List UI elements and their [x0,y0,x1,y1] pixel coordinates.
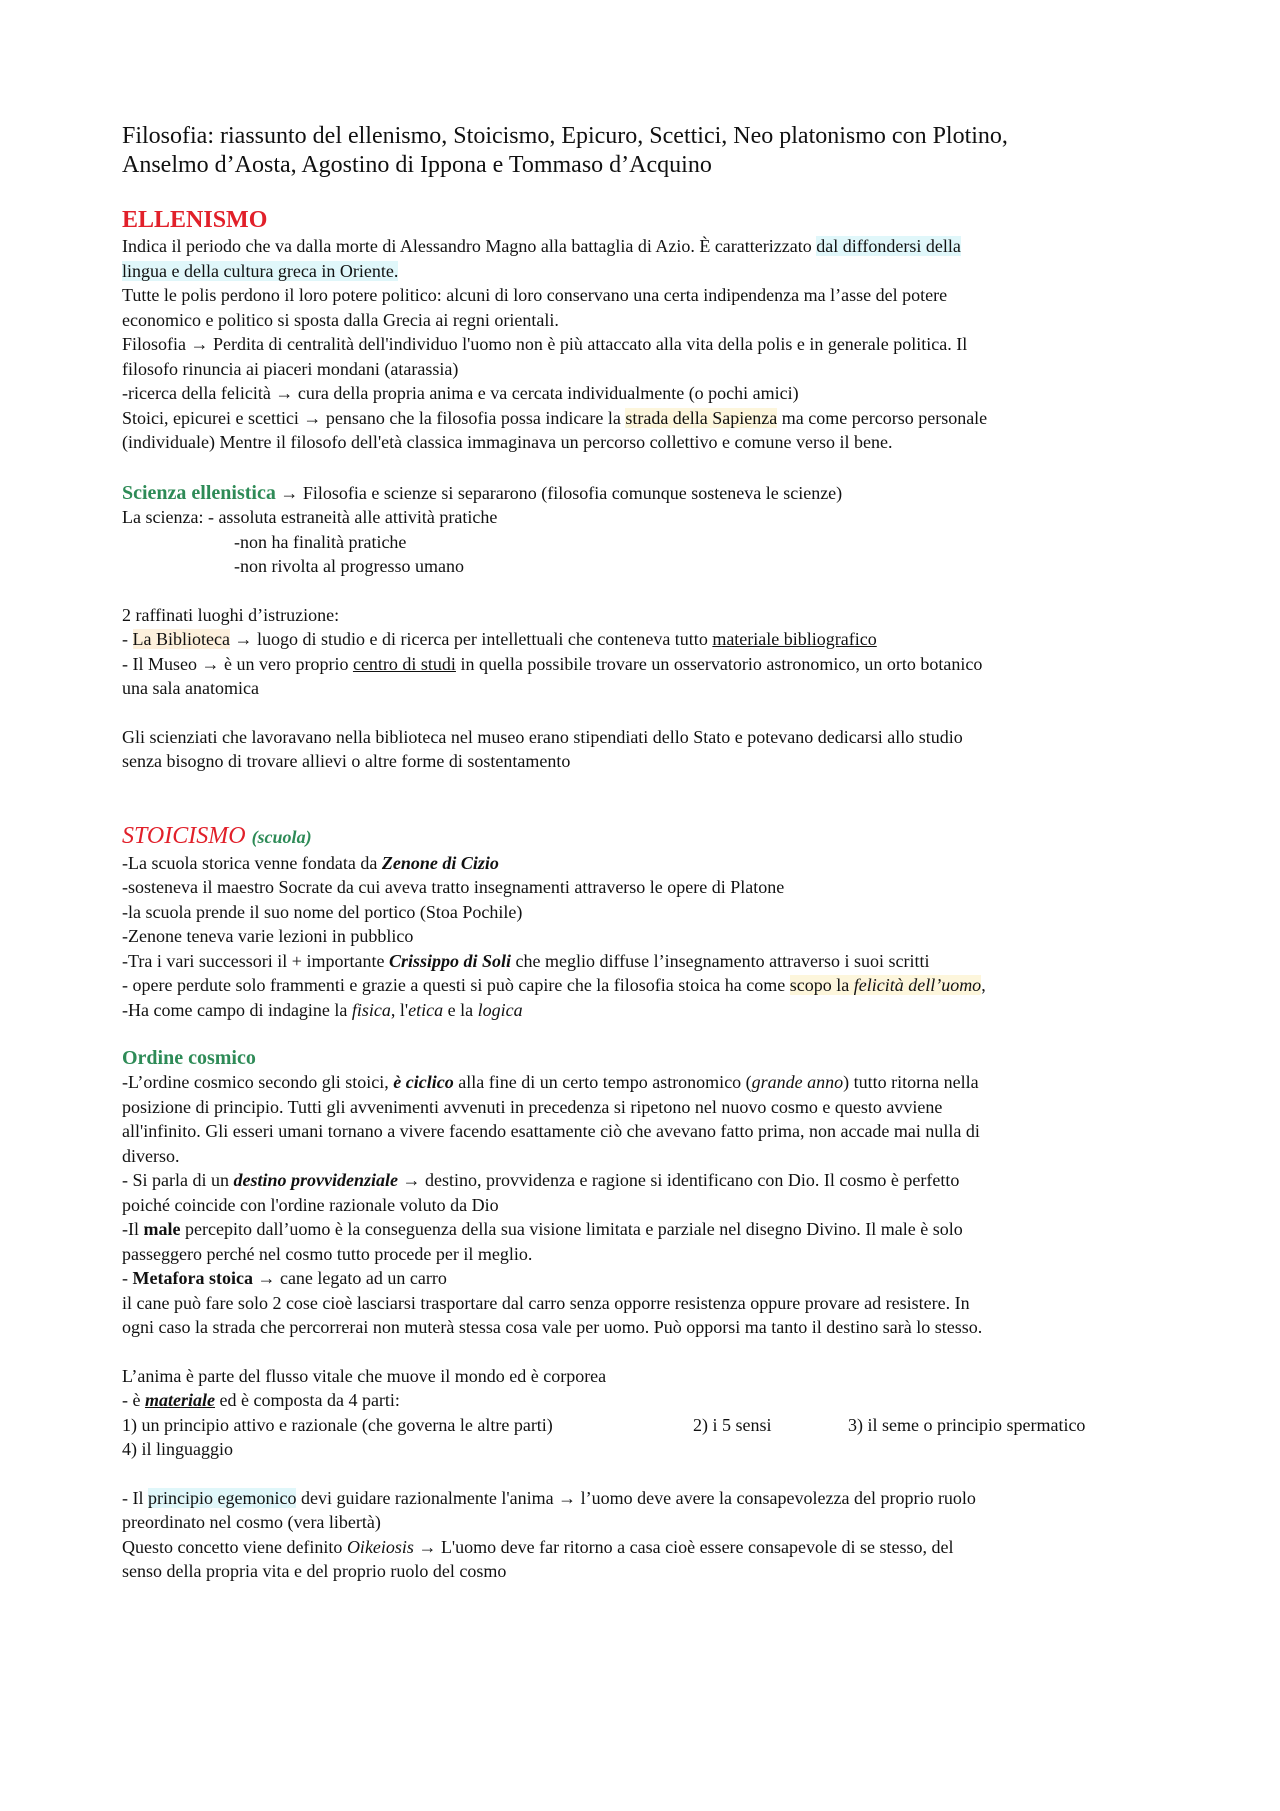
luoghi-intro: 2 raffinati luoghi d’istruzione: [122,604,340,625]
text-span: alla fine di un certo tempo astronomico ( [453,1072,752,1092]
text-span: - [122,629,133,649]
text-span: scopo la [789,975,854,995]
bold-italic-underlined-text: materiale [144,1390,215,1410]
text-span: , [981,975,986,995]
text-span: -Tra i vari successori il + importante [122,950,389,971]
museo-line [122,652,1160,677]
stoicismo-line-1 [122,851,1160,876]
anima-line-2 [122,1388,1160,1413]
text-span: , l' [390,999,409,1020]
ordine-line-10: il cane può fare solo 2 cose cioè lasciarsi trasportare dal carro senza opporre resistenza oppure provare ad resistere. In [122,1292,970,1313]
heading-ordine-cosmico: Ordine cosmico [122,1047,256,1069]
text-span: → cane legato ad un carro [252,1268,447,1288]
ordine-line-7 [122,1217,1160,1242]
text-span: - Il Museo → è un vero proprio [122,653,353,674]
heading-scienza-ellenistica: Scienza ellenistica [122,481,276,504]
ordine-line-2: posizione di principio. Tutti gli avvenimenti avvenuti in precedenza si ripetono nel nuovo cosmo e questo avviene [122,1096,943,1117]
ordine-line-6: poiché coincide con l'ordine razionale voluto da Dio [122,1194,499,1215]
text-span: percepito dall’uomo è la conseguenza della sua visione limitata e parziale nel disegno Divino. Il male è solo [180,1219,963,1239]
italic-text: grande anno [751,1072,844,1092]
ellenismo-paragraph-2: Tutte le polis perdono il loro potere politico: alcuni di loro conservano una certa indipendenza ma l’asse del potere [122,285,948,305]
ellenismo-paragraph-5 [122,406,1160,431]
ordine-line-9 [122,1266,1160,1291]
italic-text: Oikeiosis [346,1536,414,1557]
bold-italic-text: Zenone di Cizio [381,852,499,873]
scienza-line-3: -non rivolta al progresso umano [234,556,464,576]
anima-line-1: L’anima è parte del flusso vitale che muove il mondo ed è corporea [122,1365,607,1386]
bold-italic-text: è ciclico [393,1072,454,1092]
stoicismo-line-7 [122,998,1160,1023]
ellenismo-paragraph-3b: filosofo rinuncia ai piaceri mondani (atarassia) [122,358,459,379]
ellenismo-paragraph-1 [122,234,1160,259]
text-span: ma come percorso personale [777,407,988,428]
ellenismo-paragraph-1b [122,259,1160,284]
bold-text: male [143,1219,181,1239]
spacer [122,1340,1160,1364]
text-span: e la [443,999,478,1020]
ellenismo-paragraph-2b: economico e politico si sposta dalla Grecia ai regni orientali. [122,309,559,330]
stoicismo-line-3: -la scuola prende il suo nome del portico (Stoa Pochile) [122,901,523,922]
stoicismo-line-4: -Zenone teneva varie lezioni in pubblico [122,926,414,946]
spacer [122,1462,1160,1486]
highlight-cyan: dal diffondersi della [816,236,961,256]
anima-parts-row [122,1413,1160,1438]
spacer [122,455,1160,481]
italic-text: logica [477,999,523,1020]
italic-text: fisica [351,999,391,1020]
spacer [122,774,1160,822]
text-span: in quella possibile trovare un osservatorio astronomico, un orto botanico [455,653,983,674]
bold-italic-text: Crissippo di Soli [388,950,511,971]
text-span: → L'uomo deve far ritorno a casa cioè essere consapevole di se stesso, del [413,1536,954,1557]
egemonico-line-2: preordinato nel cosmo (vera libertà) [122,1512,381,1532]
highlight-orange: La Biblioteca [132,629,230,649]
ordine-line-8: passeggero perché nel cosmo tutto procede per il meglio. [122,1243,533,1264]
title-line-1: Filosofia: riassunto del ellenismo, Stoicismo, Epicuro, Scettici, Neo platonismo con Plotino, [122,123,1008,149]
biblioteca-line [122,627,1160,652]
text-span: -La scuola storica venne fondata da [122,852,382,873]
anima-part-3: 3) il seme o principio spermatico [848,1414,1086,1435]
text-span: - Si parla di un [122,1170,234,1190]
highlight-cyan: lingua e della cultura greca in Oriente. [122,260,399,281]
text-span: -Il [122,1219,144,1239]
oikeiosis-line-1 [122,1535,1160,1560]
spacer [122,579,1160,603]
ordine-line-1 [122,1070,1160,1095]
stoicismo-line-5 [122,949,1160,974]
bold-text: Metafora stoica [132,1268,253,1288]
museo-line-2: una sala anatomica [122,678,259,698]
text-span: - [122,1268,133,1288]
italic-text: etica [408,999,444,1020]
text-span: - opere perdute solo frammenti e grazie a questi si può capire che la filosofia stoica ha come [122,975,790,995]
heading-subtitle: (scuola) [251,826,312,847]
highlight-yellow: strada della Sapienza [625,407,778,428]
text-span: Stoici, epicurei e scettici → pensano che la filosofia possa indicare la [122,407,626,428]
title-line-2: Anselmo d’Aosta, Agostino di Ippona e Tommaso d’Acquino [122,152,712,178]
text-span: devi guidare razionalmente l'anima → l’uomo deve avere la consapevolezza del proprio ruolo [296,1487,976,1508]
text-span: Questo concetto viene definito [122,1536,347,1557]
highlight-yellow [790,975,981,995]
stoicismo-line-2: -sosteneva il maestro Socrate da cui aveva tratto insegnamenti attraverso le opere di Platone [122,877,785,897]
heading-stoicismo [122,822,1160,851]
ellenismo-paragraph-4: -ricerca della felicità → cura della propria anima e va cercata individualmente (o pochi amici) [122,383,799,403]
underlined-text: materiale bibliografico [712,629,877,649]
anima-part-1: 1) un principio attivo e razionale (che governa le altre parti) [122,1414,553,1435]
highlight-cyan: principio egemonico [148,1487,297,1508]
stoicismo-line-6 [122,973,1160,998]
ellenismo-paragraph-5c: (individuale) Mentre il filosofo dell'età classica immaginava un percorso collettivo e comune verso il bene. [122,432,893,452]
anima-part-4: 4) il linguaggio [122,1439,233,1459]
scienziati-line-1: Gli scienziati che lavoravano nella biblioteca nel museo erano stipendiati dello Stato e potevano dedicarsi allo studio [122,726,963,747]
spacer [122,1022,1160,1046]
text-span: ed è composta da 4 parti: [214,1390,400,1410]
underlined-text: centro di studi [352,653,456,674]
scienza-line-1: La scienza: - assoluta estraneità alle attività pratiche [122,507,498,527]
scienziati-line-2: senza bisogno di trovare allievi o altre forme di sostentamento [122,751,571,771]
ordine-line-11: ogni caso la strada che percorrerai non muterà stessa cosa vale per uomo. Può opporsi ma tanto il destino sarà lo stesso. [122,1317,983,1337]
italic-text: felicità dell’uomo [853,975,982,995]
scienza-line-2: -non ha finalità pratiche [234,531,407,552]
oikeiosis-line-2: senso della propria vita e del proprio ruolo del cosmo [122,1561,507,1581]
ordine-line-4: diverso. [122,1145,180,1166]
page-title [122,122,1160,180]
text-span: → Filosofia e scienze si separarono (filosofia comunque sosteneva le scienze) [275,482,843,503]
text-span: -Ha come campo di indagine la [122,999,352,1020]
ordine-line-3: all'infinito. Gli esseri umani tornano a vivere facendo esattamente ciò che avevano fatto prima, non accade mai nulla di [122,1121,980,1141]
text-span: → destino, provvidenza e ragione si identificano con Dio. Il cosmo è perfetto [397,1170,960,1190]
scienza-heading-line [122,481,1160,506]
spacer [122,701,1160,725]
text-span: ) tutto ritorna nella [843,1072,979,1092]
heading-text: STOICISMO [122,822,246,849]
ellenismo-paragraph-3: Filosofia → Perdita di centralità dell'individuo l'uomo non è più attaccato alla vita della polis e in generale politica. Il [122,334,968,354]
heading-ellenismo: ELLENISMO [122,207,268,233]
text-span: Indica il periodo che va dalla morte di Alessandro Magno alla battaglia di Azio. È caratterizzato [122,236,817,256]
bold-italic-text: destino provvidenziale [233,1170,398,1190]
text-span: - Il [122,1487,148,1508]
text-span: → luogo di studio e di ricerca per intellettuali che conteneva tutto [229,629,713,649]
text-span: - è [122,1390,145,1410]
ordine-line-5 [122,1168,1160,1193]
egemonico-line-1 [122,1486,1160,1511]
anima-part-2: 2) i 5 sensi [693,1414,772,1435]
text-span: -L’ordine cosmico secondo gli stoici, [122,1072,394,1092]
text-span: che meglio diffuse l’insegnamento attraverso i suoi scritti [510,950,930,971]
